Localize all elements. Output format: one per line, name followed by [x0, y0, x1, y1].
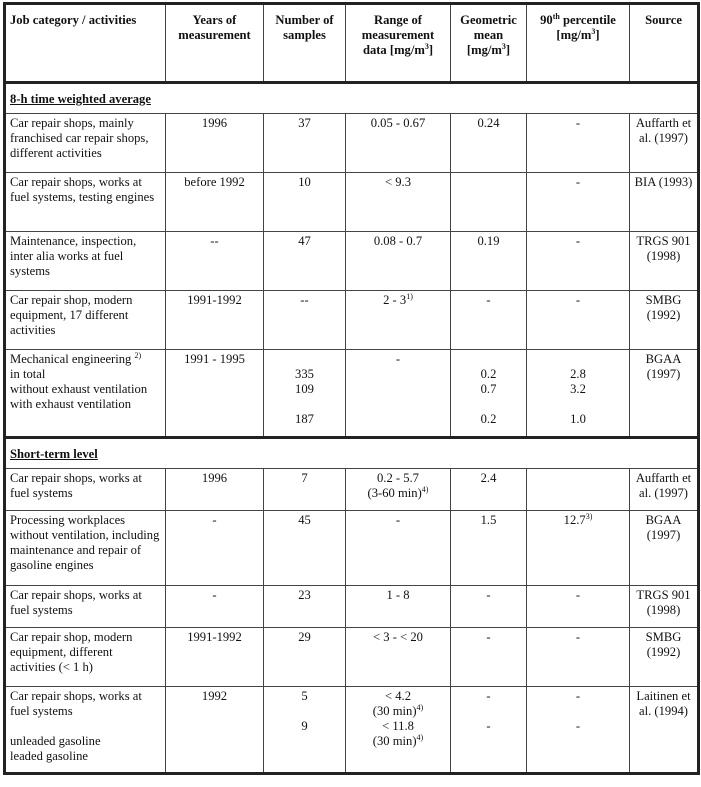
- cell-samples: --: [264, 291, 346, 350]
- cell-source: BIA (1993): [630, 173, 699, 232]
- table-row: [5, 114, 699, 173]
- section-title-twa: 8-h time weighted average: [5, 83, 699, 114]
- cell-samples: 37: [264, 114, 346, 173]
- cell-source: BGAA (1997): [630, 511, 699, 586]
- cell-samples: 45: [264, 511, 346, 586]
- cell-samples: 10: [264, 173, 346, 232]
- table-row: [5, 173, 699, 232]
- cell-source: SMBG (1992): [630, 628, 699, 687]
- cell-geometric-mean: 0.24: [451, 114, 527, 173]
- cell-range: -: [346, 350, 451, 438]
- cell-geometric-mean: 0.19: [451, 232, 527, 291]
- cell-samples: 335 109 187: [264, 350, 346, 438]
- cell-job: Processing workplaces without ventilation, including maintenance and repair of gasoline engines: [5, 511, 166, 586]
- cell-years: -: [166, 586, 264, 628]
- cell-years: -: [166, 511, 264, 586]
- cell-samples: 7: [264, 469, 346, 511]
- cell-samples: 47: [264, 232, 346, 291]
- cell-source: BGAA (1997): [630, 350, 699, 438]
- cell-range: < 4.2 (30 min)$^{4)}$ < 11.8 (30 min)$^{4)}$: [346, 687, 451, 774]
- cell-range: 0.08 - 0.7: [346, 232, 451, 291]
- cell-90th-percentile: -: [527, 173, 630, 232]
- cell-range: < 3 - < 20: [346, 628, 451, 687]
- cell-job: Car repair shops, works at fuel systems: [5, 469, 166, 511]
- table-row: [5, 232, 699, 291]
- header-range: Range of measurement data $[mg/m^3]$: [346, 4, 451, 83]
- cell-job: Mechanical engineering $^{2)}$ in total without exhaust ventilation with exhaust ventilation: [5, 350, 166, 438]
- cell-years: 1991-1992: [166, 628, 264, 687]
- cell-90th-percentile: -: [527, 586, 630, 628]
- cell-job: Maintenance, inspection, inter alia works at fuel systems: [5, 232, 166, 291]
- header-job-category: Job category / activities: [5, 4, 166, 83]
- cell-job: Car repair shops, works at fuel systems, testing engines: [5, 173, 166, 232]
- cell-years: 1991-1992: [166, 291, 264, 350]
- header-source: Source: [630, 4, 699, 83]
- cell-90th-percentile: -: [527, 628, 630, 687]
- cell-range: 2 - 3$^{1)}$: [346, 291, 451, 350]
- cell-geometric-mean: [451, 173, 527, 232]
- cell-90th-percentile: 2.8 3.2 1.0: [527, 350, 630, 438]
- cell-range: 1 - 8: [346, 586, 451, 628]
- cell-range: -: [346, 511, 451, 586]
- cell-range: 0.2 - 5.7 (3-60 min)$^{4)}$: [346, 469, 451, 511]
- cell-90th-percentile: 12.7$^{3)}$: [527, 511, 630, 586]
- table-row: [5, 586, 699, 628]
- section-title-short-term: Short-term level: [5, 438, 699, 469]
- cell-job: Car repair shops, works at fuel systems: [5, 586, 166, 628]
- cell-job: Car repair shop, modern equipment, 17 different activities: [5, 291, 166, 350]
- cell-90th-percentile: -: [527, 114, 630, 173]
- cell-samples: 5 9: [264, 687, 346, 774]
- table-row: [5, 469, 699, 511]
- cell-geometric-mean: 0.2 0.7 0.2: [451, 350, 527, 438]
- cell-geometric-mean: -: [451, 628, 527, 687]
- cell-source: TRGS 901 (1998): [630, 586, 699, 628]
- cell-years: 1991 - 1995: [166, 350, 264, 438]
- cell-geometric-mean: 1.5: [451, 511, 527, 586]
- cell-job: Car repair shops, works at fuel systems unleaded gasoline leaded gasoline: [5, 687, 166, 774]
- cell-source: Auffarth et al. (1997): [630, 114, 699, 173]
- cell-years: 1992: [166, 687, 264, 774]
- table-row: [5, 628, 699, 687]
- cell-years: 1996: [166, 469, 264, 511]
- cell-range: 0.05 - 0.67: [346, 114, 451, 173]
- cell-geometric-mean: - -: [451, 687, 527, 774]
- table-row: [5, 687, 699, 774]
- header-samples: Number of samples: [264, 4, 346, 83]
- header-years: Years of measurement: [166, 4, 264, 83]
- exposure-data-table: [3, 2, 700, 775]
- cell-source: Laitinen et al. (1994): [630, 687, 699, 774]
- cell-job: Car repair shops, mainly franchised car repair shops, different activities: [5, 114, 166, 173]
- cell-90th-percentile: -: [527, 291, 630, 350]
- cell-years: before 1992: [166, 173, 264, 232]
- cell-90th-percentile: -: [527, 232, 630, 291]
- cell-source: TRGS 901 (1998): [630, 232, 699, 291]
- section-row-short-term: [5, 438, 699, 469]
- table-row: [5, 291, 699, 350]
- cell-range: < 9.3: [346, 173, 451, 232]
- cell-geometric-mean: -: [451, 586, 527, 628]
- cell-samples: 29: [264, 628, 346, 687]
- cell-geometric-mean: 2.4: [451, 469, 527, 511]
- table-row: [5, 350, 699, 438]
- section-row-twa: [5, 83, 699, 114]
- cell-years: 1996: [166, 114, 264, 173]
- cell-source: SMBG (1992): [630, 291, 699, 350]
- table-row: [5, 511, 699, 586]
- cell-job: Car repair shop, modern equipment, different activities (< 1 h): [5, 628, 166, 687]
- cell-source: Auffarth et al. (1997): [630, 469, 699, 511]
- cell-90th-percentile: - -: [527, 687, 630, 774]
- header-90th-percentile: 90th percentile $[mg/m^3]$: [527, 4, 630, 83]
- table-header-row: [5, 4, 699, 83]
- cell-years: --: [166, 232, 264, 291]
- cell-90th-percentile: [527, 469, 630, 511]
- cell-samples: 23: [264, 586, 346, 628]
- table-container: [3, 2, 700, 775]
- header-geometric-mean: Geometric mean $[mg/m^3]$: [451, 4, 527, 83]
- cell-geometric-mean: -: [451, 291, 527, 350]
